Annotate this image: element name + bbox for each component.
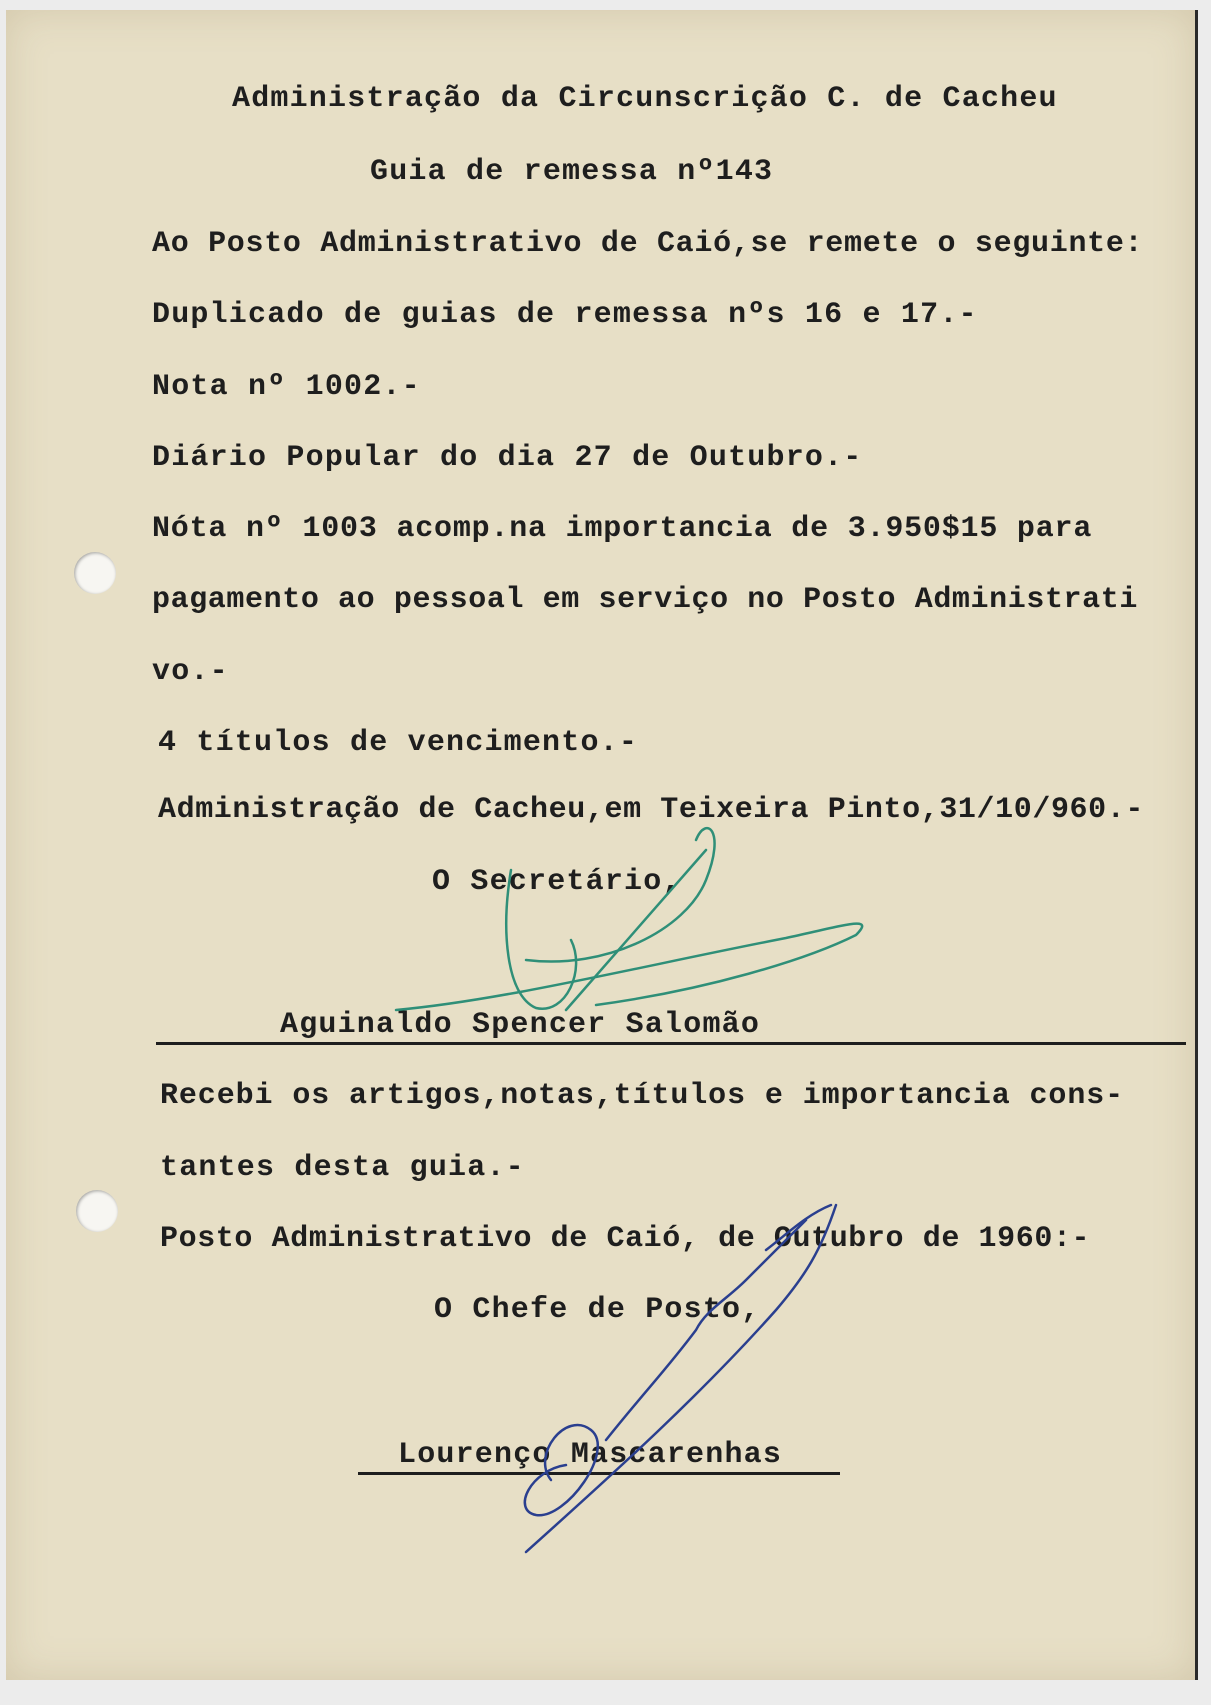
- chief-signature: [525, 1205, 836, 1552]
- body-line-7: vo.-: [152, 655, 229, 689]
- chief-name: Lourenço Mascarenhas: [398, 1438, 783, 1472]
- body-line-5: Nóta nº 1003 acomp.na importancia de 3.950$15 para: [152, 512, 1093, 546]
- body-line-2: Duplicado de guias de remessa nºs 16 e 17.-: [152, 298, 978, 332]
- body-line-4: Diário Popular do dia 27 de Outubro.-: [152, 441, 863, 475]
- body-line-1: Ao Posto Administrativo de Caió,se remete o seguinte:: [152, 227, 1144, 261]
- header-line: Administração da Circunscrição C. de Cacheu: [232, 82, 1058, 116]
- secretary-name: Aguinaldo Spencer Salomão: [280, 1008, 761, 1042]
- handwritten-signatures: [6, 10, 1195, 1680]
- guide-title: Guia de remessa nº143: [370, 155, 774, 189]
- secretary-signature: [396, 828, 862, 1010]
- body-line-8: 4 títulos de vencimento.-: [158, 726, 639, 760]
- body-line-9: Administração de Cacheu,em Teixeira Pinto,31/10/960.-: [158, 793, 1144, 827]
- body-line-6: pagamento ao pessoal em serviço no Posto Administrati: [152, 583, 1138, 617]
- chief-title: O Chefe de Posto,: [434, 1293, 761, 1327]
- receipt-line-1: Recebi os artigos,notas,títulos e importancia cons-: [160, 1079, 1125, 1113]
- document-page: [6, 10, 1198, 1680]
- body-line-3: Nota nº 1002.-: [152, 370, 421, 404]
- receipt-line-2: tantes desta guia.-: [160, 1151, 525, 1185]
- receipt-line-3: Posto Administrativo de Caió, de Outubro de 1960:-: [160, 1222, 1091, 1256]
- secretary-title: O Secretário,: [432, 865, 682, 899]
